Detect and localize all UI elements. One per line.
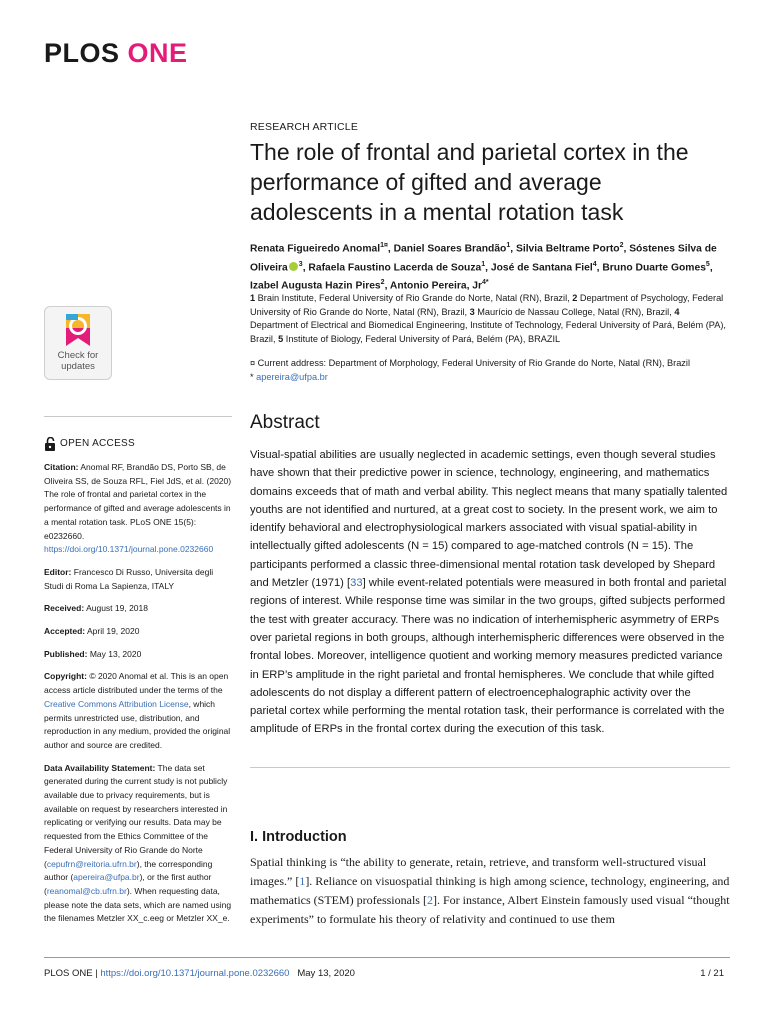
reference-link[interactable]: 1 <box>299 874 306 888</box>
published-date: Published: May 13, 2020 <box>44 648 142 659</box>
author-name: , Bruno Duarte Gomes <box>596 262 706 274</box>
article-title: The role of frontal and parietal cortex in the performance of gifted and average adolescents in a mental rotation task <box>250 139 689 225</box>
editor-block: Editor: Francesco Di Russo, Universita degli Studi di Roma La Sapienza, ITALY <box>44 566 214 591</box>
sidebar-divider <box>44 416 232 417</box>
reference-link[interactable]: 2 <box>426 893 433 907</box>
open-lock-icon <box>44 437 57 451</box>
copyright-block: Copyright: © 2020 Anomal et al. This is an open access article distributed under the terms of the Creative Commons Attribution License, which permits unrestricted use, distribution, and reproduction in any medium, provided the original author and source are credited. <box>44 671 231 750</box>
abstract-body: Visual-spatial abilities are usually neglected in academic settings, even though several studies have shown that their predictive power in science, technology, engineering, and mathematics domains exceeds that of math and verbal ability. This neglect means that many spatially talented youths are not identified and nurtured, at a great cost to society. In the present work, we aim to identify behavioral and electrophysiological markers associated with visual spatial-ability in intellectually gifted adolescents (N = 15) compared to age-matched controls (N = 15). The participants performed a classic three-dimensional mental rotation task developed by Shepard and Metzler (1971) [33] while event-related potentials were measured in both frontal and parietal regions of interest. While response time was similar in the two groups, gifted subjects performed the test with greater accuracy. There was no indication of interhemispheric asymmetry of ERPs over parietal regions in both groups, although interhemispheric differences were observed in the frontal lobes. Moreover, intelligence quotient and working memory measures predicted variance in ERP’s amplitude in the right parietal and frontal hemispheres. We conclude that while gifted adolescents do not display a different pattern of electroencephalographic activity over the parietal cortex while performing the mental rotation task, their performance is correlated with the amplitude of ERPs in the frontal cortex during the execution of this task. <box>250 449 728 736</box>
check-for-updates-badge[interactable]: Check for updates <box>44 306 112 380</box>
page-number: 1 / 21 <box>700 968 724 979</box>
article-info-sidebar <box>44 437 232 935</box>
citation-doi-link[interactable]: https://doi.org/10.1371/journal.pone.0232660 <box>44 544 214 555</box>
author-email-link[interactable]: apereira@ufpa.br <box>73 872 140 883</box>
author-list: Renata Figueiredo Anomal$^{1¤}$, Daniel Soares Brandão$^1$, Silvia Beltrame Porto$^2$, Sóstenes Silva de Oliveira $^3$, Rafaela Faustino Lacerda de Souza$^1$, José de Santana Fiel$^4$, Bruno Duarte Gomes$^5$, Izabel Augusta Hazin Pires$^2$, Antonio Pereira, $Jr^{4*}$ <box>250 242 717 292</box>
license-link[interactable]: Creative Commons Attribution License <box>44 698 189 709</box>
accepted-date: Accepted: April 19, 2020 <box>44 626 140 637</box>
page-footer: PLOS ONE | https://doi.org/10.1371/journal.pone.0232660 May 13, 2020 1 / 21 <box>44 968 724 979</box>
data-availability-block: Data Availability Statement: The data set generated during the current study is not publicly available due to privacy requirements, but is available on request by researchers interested in replicating or verifying our results. Data may be requested from the Ethics Committee of the Federal University of Rio Grande do Norte (cepufrn@reitoria.ufrn.br), the corresponding author (apereira@ufpa.br), or the first author (reanomal@cb.ufrn.br). When requesting data, please note the data sets, which are named using the filenames Metzler XX_c.eeg or Metzler XX_e. <box>44 762 232 924</box>
article-type: RESEARCH ARTICLE <box>250 121 359 133</box>
orcid-icon[interactable] <box>289 262 298 271</box>
journal-logo[interactable]: PLOS ONE <box>44 38 188 68</box>
received-date: Received: August 19, 2018 <box>44 603 148 614</box>
abstract-heading: Abstract <box>250 412 320 433</box>
abstract-divider <box>250 767 730 768</box>
author-name: Renata Figueiredo Anomal <box>250 243 381 255</box>
first-author-email-link[interactable]: reanomal@cb.ufrn.br <box>46 885 127 896</box>
current-address: ¤ Current address: Department of Morphology, Federal University of Rio Grande do Norte, Natal (RN), Brazil * apereira@ufpa.br <box>250 358 690 382</box>
ethics-email-link[interactable]: cepufrn@reitoria.ufrn.br <box>46 858 137 869</box>
author-name: , Antonio Pereira, Jr <box>384 280 483 292</box>
introduction-heading: I. Introduction <box>250 829 347 845</box>
footer-doi-link[interactable]: https://doi.org/10.1371/journal.pone.0232660 <box>100 968 290 979</box>
citation-block: Citation: Anomal RF, Brandão DS, Porto SB, de Oliveira SS, de Souza RFL, Fiel JdS, et al. (2020) The role of frontal and parietal cortex in the performance of gifted and average adolescents in a mental rotation task. PLoS ONE 15(5): e0232660. https://doi.org/10.1371/journal.pone.0232660 <box>44 462 232 555</box>
corresponding-email-link[interactable]: apereira@ufpa.br <box>256 371 328 382</box>
open-access-label: OPEN ACCESS <box>44 437 232 451</box>
author-name: , José de Santana Fiel <box>485 262 593 274</box>
reference-link[interactable]: 33 <box>350 577 363 590</box>
author-name: , Sóstenes Silva de Oliveira <box>250 243 717 274</box>
author-name: , Izabel Augusta Hazin Pires <box>250 262 713 292</box>
author-name: , Rafaela Faustino Lacerda de Souza <box>302 262 482 274</box>
author-name: , Daniel Soares Brandão <box>387 243 507 255</box>
footer-divider <box>44 957 730 958</box>
author-name: , Silvia Beltrame Porto <box>510 243 620 255</box>
introduction-body: Spatial thinking is “the ability to generate, retain, retrieve, and transform well-structured visual images.” [1]. Reliance on visuospatial thinking is high among science, technology, engineering, and mathematics (STEM) professionals [2]. For instance, Albert Einstein famously used visual “thought experiments” to formulate his theory of relativity and continued to use them <box>250 855 730 926</box>
affiliations: 1 Brain Institute, Federal University of Rio Grande do Norte, Natal (RN), Brazil, 2 Department of Psychology, Federal University of Rio Grande do Norte, Natal (RN), Brazil, 3 Maurício de Nassau College, Natal (RN), Brazil, 4 Department of Electrical and Biomedical Engineering, Institute of Technology, Federal University of Pará, Belém (PA), Brazil, 5 Institute of Biology, Federal University of Pará, Belém (PA), BRAZIL <box>250 293 726 344</box>
bookmark-ribbon-icon <box>63 312 93 348</box>
